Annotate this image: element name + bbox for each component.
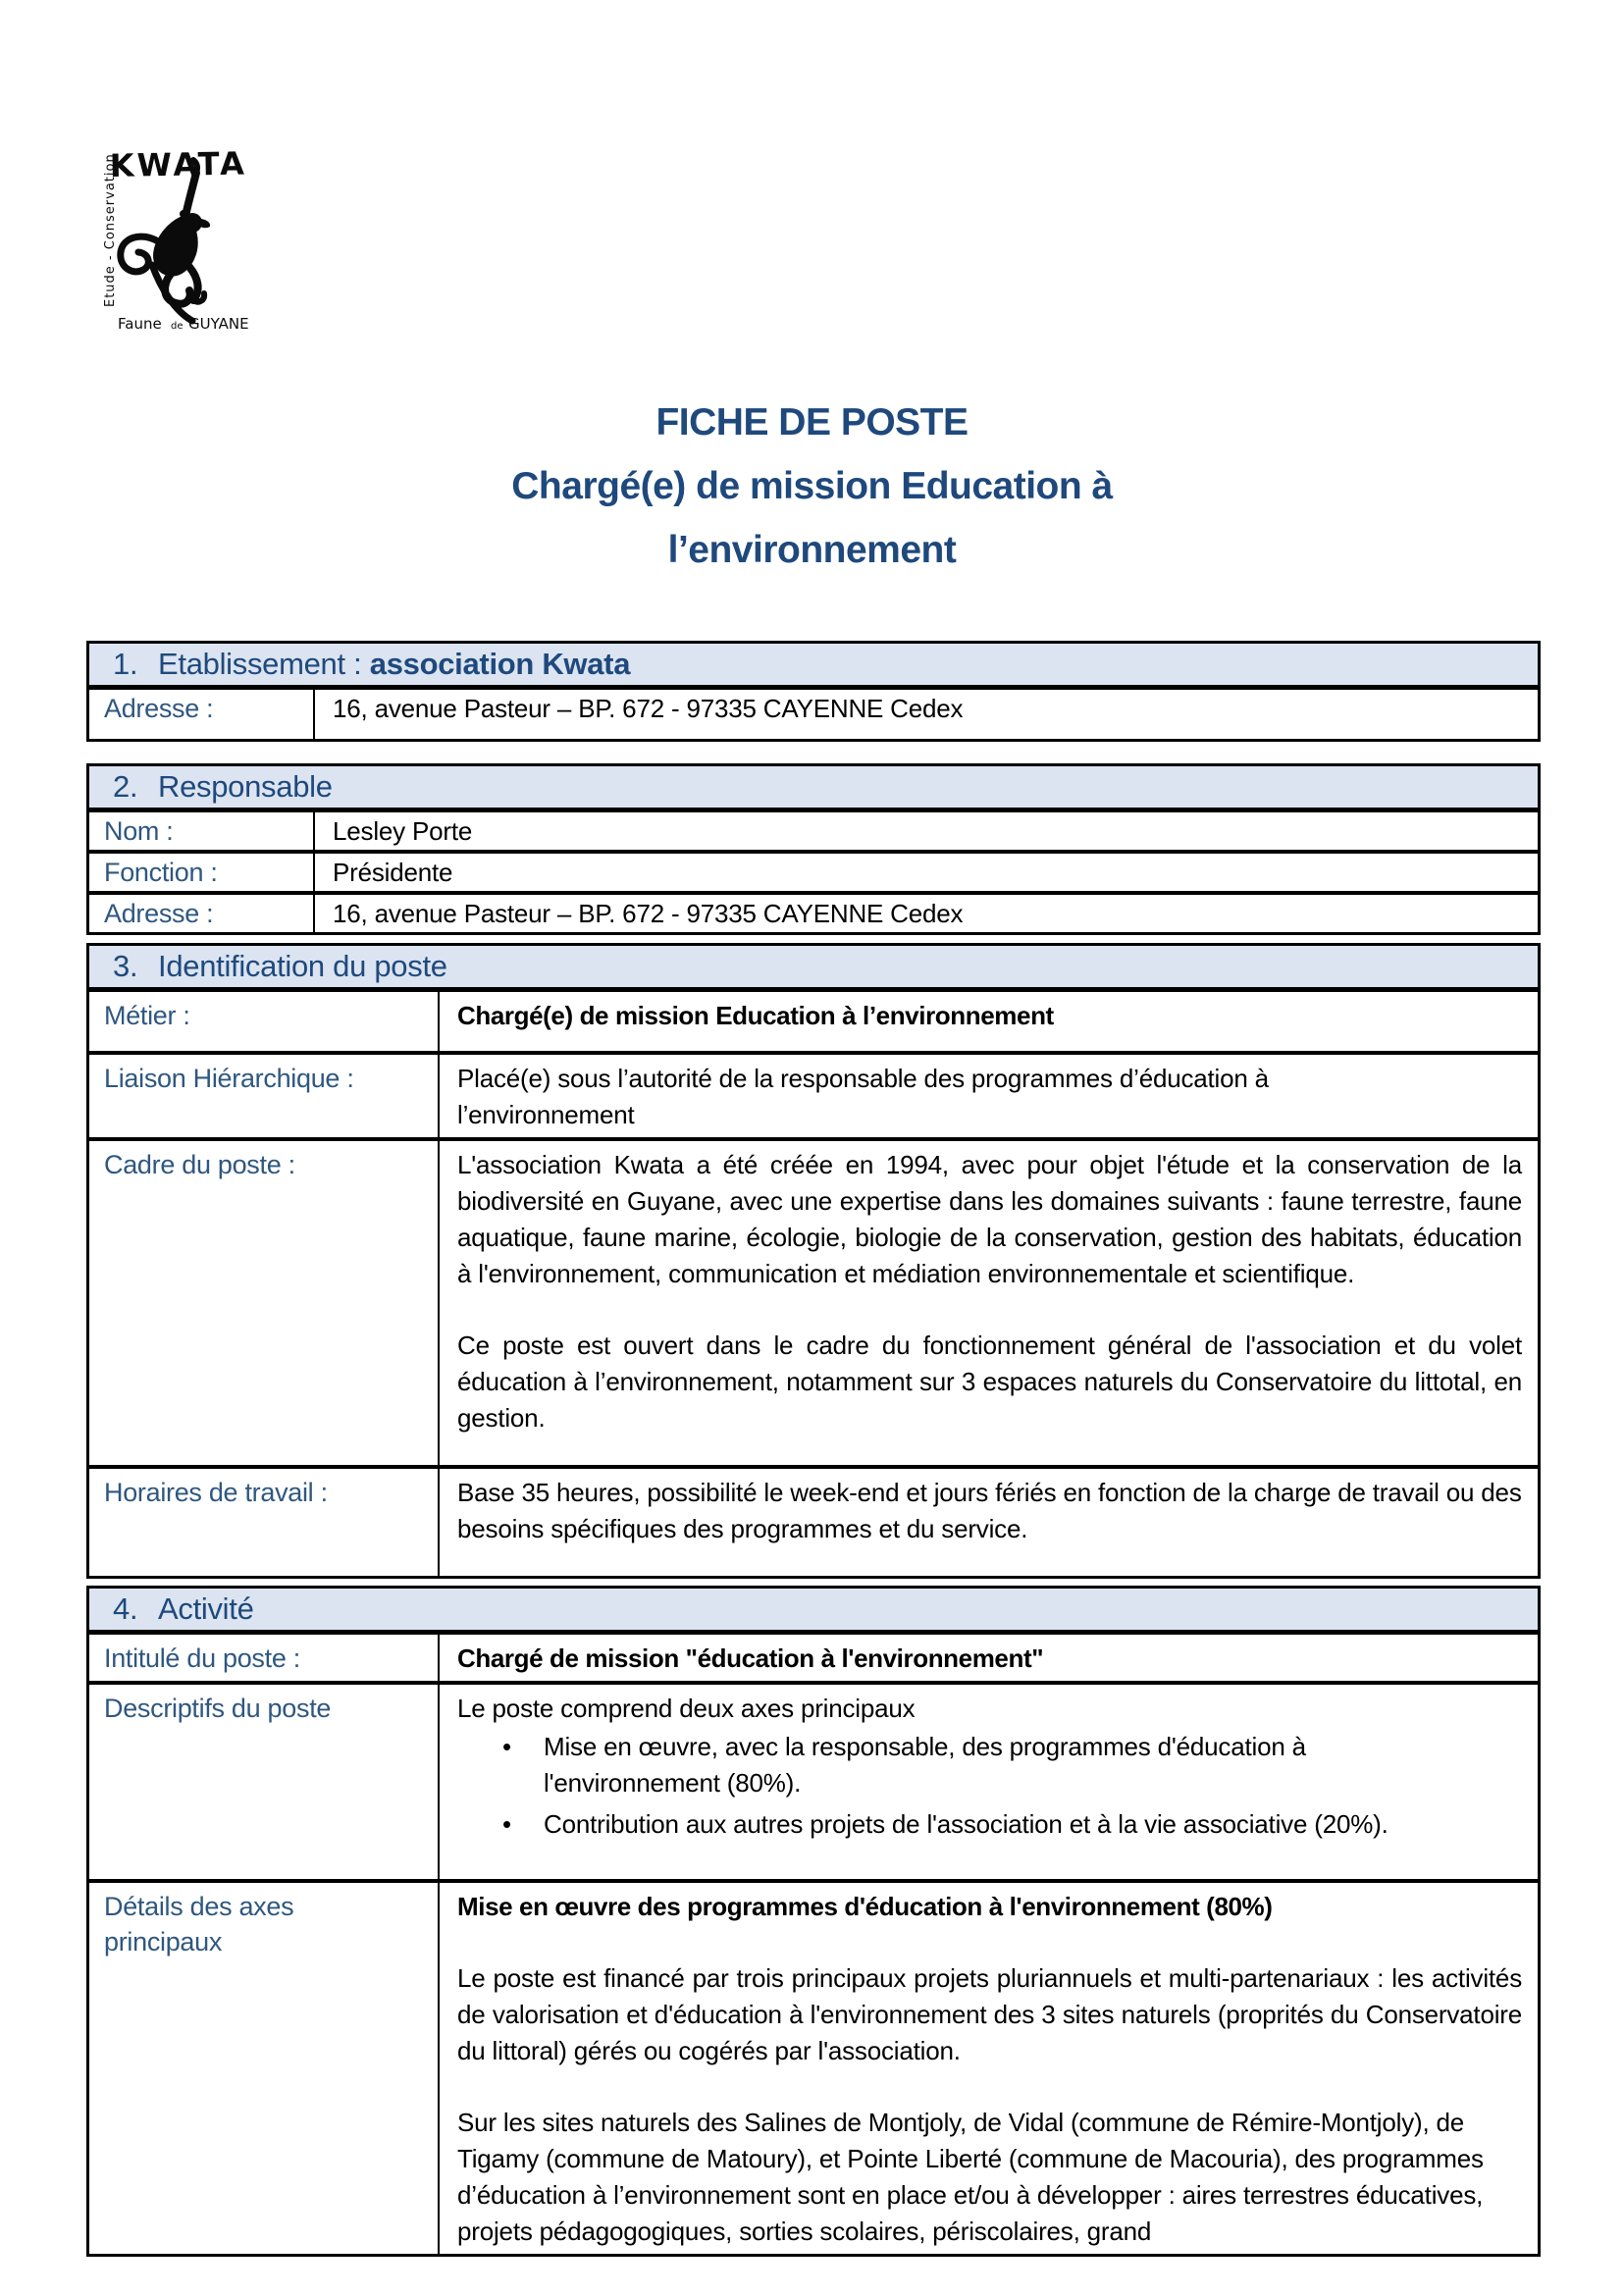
- details-heading: Mise en œuvre des programmes d'éducation à l'environnement (80%): [457, 1892, 1273, 1921]
- kwata-logo-side-text: Etude - Conservation: [103, 153, 118, 307]
- kwata-logo-name: KWATA: [109, 144, 248, 184]
- row-value: Lesley Porte: [333, 816, 473, 846]
- section-responsable-table: [86, 763, 1541, 935]
- section-identification-header: [89, 946, 1538, 992]
- kwata-logo-bottom-word2: de: [171, 321, 183, 332]
- document-title: [0, 391, 1624, 582]
- section-number: 4.: [113, 1591, 138, 1626]
- section-number: 1.: [113, 647, 138, 681]
- descriptifs-intro: Le poste comprend deux axes principaux: [457, 1694, 916, 1723]
- section-number: 3.: [113, 949, 138, 983]
- table-row: [89, 1051, 1538, 1137]
- section-etablissement-table: [86, 641, 1541, 742]
- table-row: [89, 812, 1538, 850]
- row-label: Métier :: [89, 992, 440, 1051]
- horaires-text: Base 35 heures, possibilité le week-end et jours fériés en fonction de la charge de travail ou des besoins spécifiques des programmes et du service.: [457, 1478, 1522, 1543]
- section-title: Activité: [158, 1591, 254, 1626]
- row-label: Horaires de travail :: [89, 1469, 440, 1576]
- kwata-logo-wordmark: [109, 145, 247, 184]
- table-row: [89, 891, 1538, 932]
- row-label: Descriptifs du poste: [89, 1685, 440, 1879]
- section-number: 2.: [113, 769, 138, 804]
- row-label: Liaison Hiérarchique :: [89, 1055, 440, 1137]
- row-value: Chargé de mission "éducation à l'environnement": [457, 1643, 1044, 1673]
- table-row: [89, 1681, 1538, 1879]
- row-label: Cadre du poste :: [89, 1141, 440, 1465]
- table-row: [89, 1879, 1538, 2254]
- row-value: [440, 1883, 1538, 2254]
- section-title: Identification du poste: [158, 949, 447, 983]
- kwata-logo-graphic: [90, 126, 262, 337]
- row-value: Présidente: [333, 858, 453, 887]
- row-label: Adresse :: [89, 690, 315, 739]
- section-identification-table: [86, 943, 1541, 1579]
- row-label: Nom :: [89, 812, 315, 850]
- section-title: Etablissement : association Kwata: [158, 647, 631, 681]
- row-value: Chargé(e) de mission Education à l’environnement: [457, 1001, 1054, 1030]
- document-title-line1: FICHE DE POSTE: [655, 401, 969, 443]
- row-value: [440, 1141, 1538, 1465]
- row-value: [440, 1685, 1538, 1879]
- monkey-icon: [121, 160, 210, 321]
- row-value: 16, avenue Pasteur – BP. 672 - 97335 CAYENNE Cedex: [333, 899, 964, 928]
- table-row: [89, 850, 1538, 891]
- descriptifs-bullet-list: [457, 1729, 1522, 1843]
- kwata-logo: [90, 126, 262, 337]
- document-title-line3: l’environnement: [667, 529, 957, 571]
- row-label: Fonction :: [89, 854, 315, 891]
- kwata-logo-bottom-word1: Faune: [118, 315, 162, 333]
- cadre-paragraph-1: L'association Kwata a été créée en 1994, avec pour objet l'étude et la conservation de la biodiversité en Guyane, avec une expertise dans les domaines suivants : faune terrestre, faune aquatique, faune marine, écologie, biologie de la conservation, gestion des habitats, éducation à l'environnement, communication et médiation environnementale et scientifique.: [457, 1150, 1522, 1288]
- row-label: Adresse :: [89, 895, 315, 932]
- cadre-paragraph-2: Ce poste est ouvert dans le cadre du fonctionnement général de l'association et du volet éducation à l’environnement, notamment sur 3 espaces naturels du Conservatoire du littotal, en gestion.: [457, 1330, 1522, 1433]
- list-item: • Contribution aux autres projets de l'association et à la vie associative (20%).: [544, 1806, 1522, 1843]
- row-value: [440, 1469, 1538, 1576]
- table-row: [89, 992, 1538, 1051]
- kwata-logo-bottom-word3: GUYANE: [188, 315, 249, 333]
- table-row: [89, 1465, 1538, 1576]
- table-row: [89, 1137, 1538, 1465]
- row-value: [440, 1055, 1538, 1137]
- details-paragraph-1: Le poste est financé par trois principaux projets pluriannuels et multi-partenariaux : les activités de valorisation et d'éducation à l'environnement des 3 sites naturels (proprités du Conservatoire du littoral) gérés ou cogérés par l'association.: [457, 1963, 1522, 2065]
- section-etablissement-header: [89, 644, 1538, 690]
- section-activite-table: [86, 1586, 1541, 2257]
- table-row: [89, 690, 1538, 739]
- details-paragraph-2: Sur les sites naturels des Salines de Montjoly, de Vidal (commune de Rémire-Montjoly), de Tigamy (commune de Matoury), et Pointe Liberté (commune de Macouria), des programmes d’éducation à l’environnement sont en place et/ou à développer : aires terrestres éducatives, projets pédagogogiques, sorties scolaires, périscolaires, grand: [457, 2108, 1484, 2246]
- liaison-text: Placé(e) sous l’autorité de la responsable des programmes d’éducation à l’environnement: [457, 1064, 1269, 1129]
- row-value: 16, avenue Pasteur – BP. 672 - 97335 CAYENNE Cedex: [333, 694, 964, 723]
- list-item: • Mise en œuvre, avec la responsable, des programmes d'éducation à l'environnement (80%).: [544, 1729, 1522, 1801]
- row-label: Détails des axes principaux: [89, 1883, 440, 2254]
- document-title-line2: Chargé(e) de mission Education à: [511, 465, 1113, 507]
- table-row: [89, 1635, 1538, 1681]
- row-label: Intitulé du poste :: [89, 1635, 440, 1681]
- section-activite-header: [89, 1589, 1538, 1635]
- section-responsable-header: [89, 766, 1538, 812]
- section-title: Responsable: [158, 769, 333, 804]
